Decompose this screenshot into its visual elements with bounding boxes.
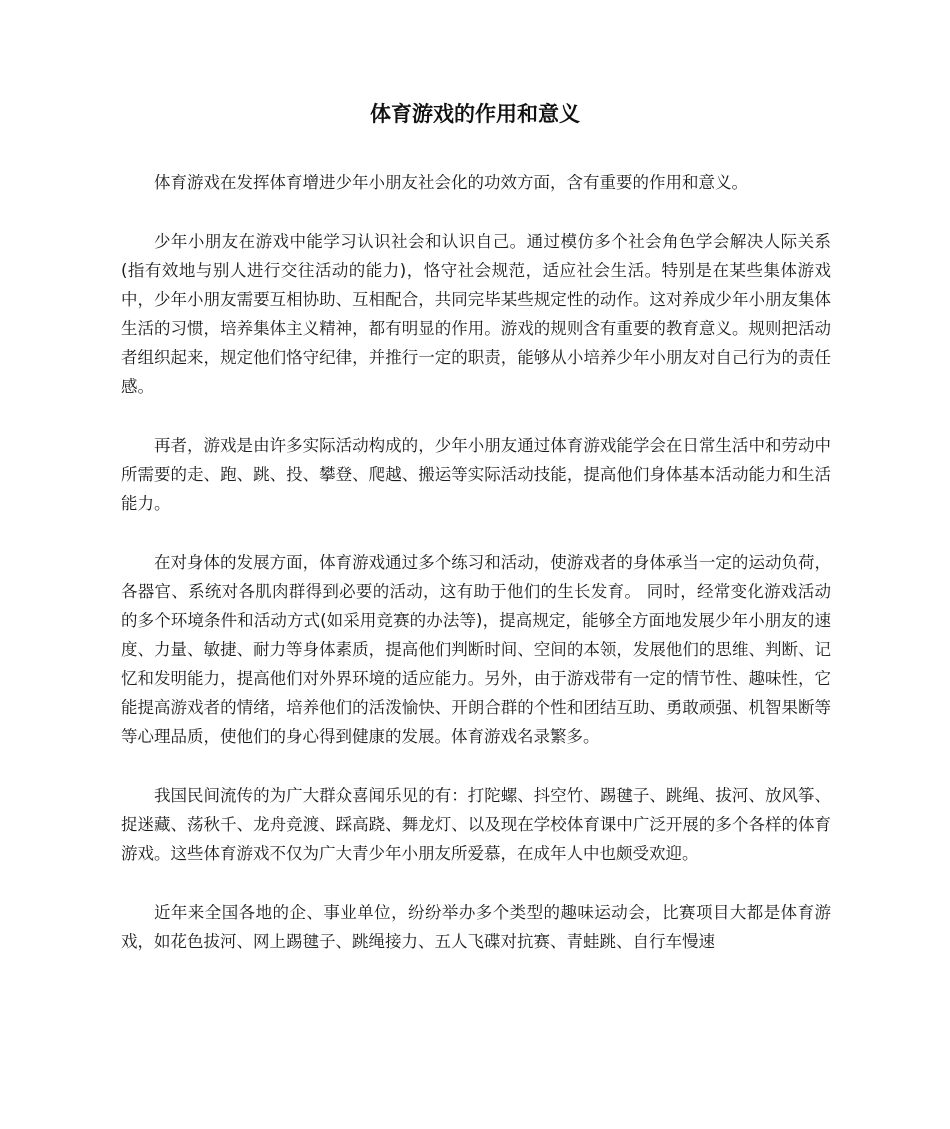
paragraph-practical-skills: 再者，游戏是由许多实际活动构成的，少年小朋友通过体育游戏能学会在日常生活中和劳动中所需要的走、跑、跳、投、攀登、爬越、搬运等实际活动技能，提高他们身体基本活动能力和生活能力。 <box>121 436 831 513</box>
page-title: 体育游戏的作用和意义 <box>370 102 580 126</box>
paragraph-folk-games: 我国民间流传的为广大群众喜闻乐见的有：打陀螺、抖空竹、踢毽子、跳绳、拔河、放风筝、捉迷藏、荡秋千、龙舟竞渡、踩高跷、舞龙灯、以及现在学校体育课中广泛开展的多个各样的体育游戏。这些体育游戏不仅为广大青少年小朋友所爱慕，在成年人中也颇受欢迎。 <box>121 786 831 863</box>
document-body <box>121 168 831 986</box>
paragraph-intro: 体育游戏在发挥体育增进少年小朋友社会化的功效方面，含有重要的作用和意义。 <box>154 173 748 192</box>
paragraph-physical-development: 在对身体的发展方面，体育游戏通过多个练习和活动，使游戏者的身体承当一定的运动负荷，各器官、系统对各肌肉群得到必要的活动，这有助于他们的生长发育。 同时，经常变化游戏活动的多个环境条件和活动方式(如采用竞赛的办法等)，提高规定，能够全方面地发展少年小朋友的速度、力量、敏捷、耐力等身体素质，提高他们判断时间、空间的本领，发展他们的思维、判断、记忆和发明能力，提高他们对外界环境的适应能力。另外，由于游戏带有一定的情节性、趣味性，它能提高游戏者的情绪，培养他们的活泼愉快、开朗合群的个性和团结互助、勇敢顽强、机智果断等等心理品质，使他们的身心得到健康的发展。体育游戏名录繁多。 <box>121 553 831 746</box>
paragraph-fun-sports-meets: 近年来全国各地的企、事业单位，纷纷举办多个类型的趣味运动会，比赛项目大都是体育游戏，如花色拔河、网上踢毽子、跳绳接力、五人飞碟对抗赛、青蛙跳、自行车慢速 <box>121 903 831 951</box>
paragraph-social-learning: 少年小朋友在游戏中能学习认识社会和认识自己。通过模仿多个社会角色学会解决人际关系(指有效地与别人进行交往活动的能力)，恪守社会规范，适应社会生活。特别是在某些集体游戏中，少年小朋友需要互相协助、互相配合，共同完毕某些规定性的动作。这对养成少年小朋友集体生活的习惯，培养集体主义精神，都有明显的作用。游戏的规则含有重要的教育意义。规则把活动者组织起来，规定他们恪守纪律，并推行一定的职责，能够从小培养少年小朋友对自己行为的责任感。 <box>121 232 831 396</box>
